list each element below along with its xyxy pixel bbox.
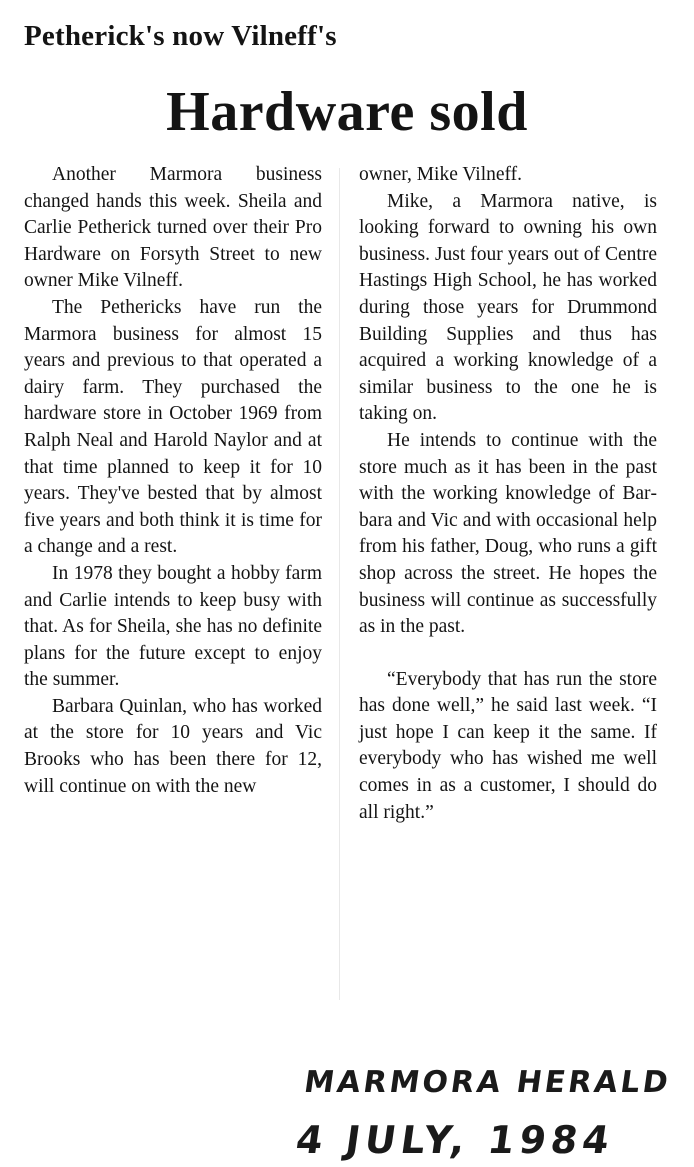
- article-paragraph: Barbara Quinlan, who has worked at the store for 10 years and Vic Brooks who has been there for 12, will continue on with the new: [24, 695, 322, 797]
- handwritten-date: 4 JULY, 1984: [293, 1118, 617, 1162]
- article-paragraph: Another Marmora business changed hands this week. Sheila and Carlie Petherick turned over their Pro Hardware on Forsyth Street to new owner Mike Vilneff.: [24, 164, 322, 292]
- article-paragraph: The Pethericks have run the Marmora business for almost 15 years and previous to that operated a dairy farm. They purchased the hardware store in October 1969 from Ralph Neal and Harold Naylor and at that time planned to keep it for 10 years. They've bested that by almost five years and both think it is time for a change and a rest.: [24, 296, 322, 558]
- article-headline: Hardware sold: [166, 81, 528, 143]
- article-paragraph: In 1978 they bought a hobby farm and Carlie intends to keep busy with that. As for Sheila, she has no definite plans for the future except to enjoy the summer.: [24, 562, 322, 691]
- article-column-right: [359, 162, 657, 826]
- article-paragraph: He intends to continue with the store much as it has been in the past with the working knowledge of Barbara and Vic and with occasional help from his father, Doug, who runs a gift shop across the street. He hopes the business will continue as successfully as in the past.: [359, 429, 657, 638]
- handwritten-source: MARMORA HERALD: [301, 1065, 674, 1100]
- article-paragraph-continued: owner, Mike Vilneff.: [359, 164, 523, 185]
- column-divider: [339, 168, 340, 1000]
- article-paragraph: Mike, a Marmora native, is looking forward to owning his own business. Just four years out of Centre Hastings High School, he has worked during those years for Drummond Building Supplies and thus has acquired a working knowledge of a similar business to the one he is taking on.: [359, 190, 657, 425]
- article-kicker: Petherick's now Vilneff's: [24, 20, 337, 52]
- article-quote-paragraph: “Everybody that has run the store has done well,” he said last week. “I just hope I can keep it the same. If everybody who has wished me well comes in as a customer, I should do all right.”: [359, 668, 657, 823]
- handwritten-annotation: [293, 1065, 673, 1162]
- article-column-left: [24, 162, 322, 800]
